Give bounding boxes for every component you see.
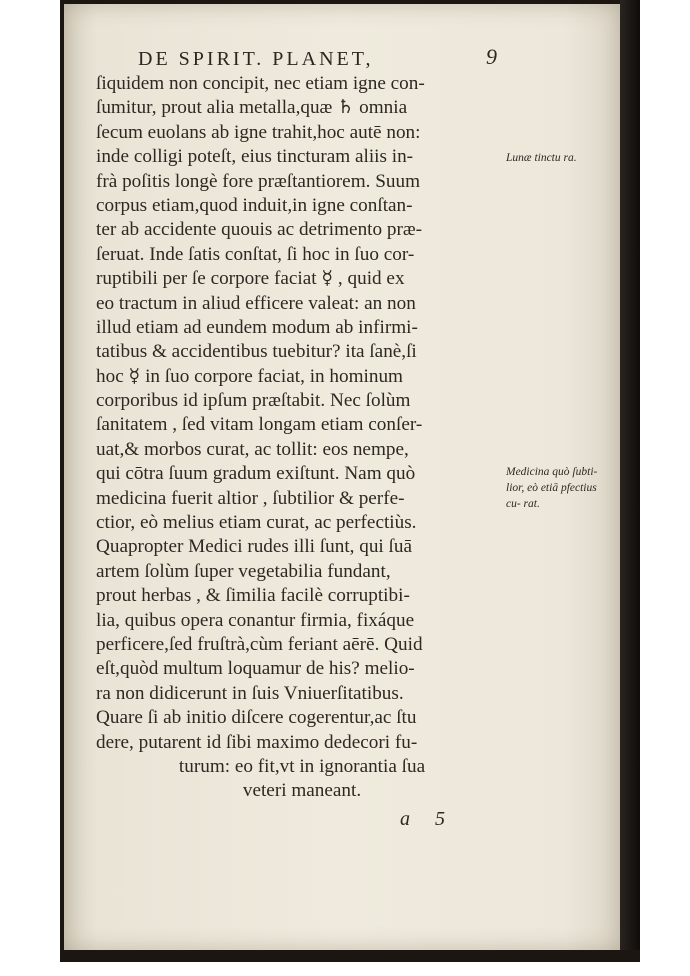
- body-text: [96, 72, 508, 804]
- text-line: eo tractum in aliud efficere valeat: an non: [96, 292, 416, 314]
- text-line: tatibus & accidentibus tuebitur? ita ſanè,ſi: [96, 341, 417, 363]
- text-line: veteri maneant.: [242, 780, 362, 802]
- text-line: ra non didicerunt in ſuis Vniuerſitatibus.: [96, 682, 404, 704]
- text-line: medicina fuerit altior , ſubtilior & perfe-: [96, 487, 405, 509]
- page-number: 9: [486, 44, 497, 69]
- text-line: ſecum euolans ab igne trahit,hoc autē non:: [96, 121, 421, 143]
- signature-mark: a 5: [400, 808, 455, 830]
- text-line: turum: eo fit,vt in ignorantia ſua: [178, 755, 426, 777]
- marginal-note: Medicina quò ſubti- lior, eò etiā pfectius cu- rat.: [506, 466, 598, 510]
- page-bottom-edge: [60, 950, 640, 962]
- text-line: ter ab accidente quouis ac detrimento præ-: [96, 219, 423, 241]
- marginal-note: Lunæ tinctu ra.: [506, 152, 577, 164]
- text-line: hoc ☿ in ſuo corpore faciat, in hominum: [96, 365, 403, 387]
- text-line: frà poſitis longè fore præſtantiorem. Suum: [96, 170, 420, 192]
- text-line: Quapropter Medici rudes illi ſunt, qui ſuā: [96, 536, 412, 558]
- text-line: dere, putarent id ſibi maximo dedecori fu-: [96, 731, 418, 753]
- text-line: eſt,quòd multum loquamur de his? melio-: [96, 658, 415, 680]
- text-line: prout herbas , & ſimilia facilè corruptibi-: [96, 585, 410, 607]
- text-line: illud etiam ad eundem modum ab infirmi-: [96, 316, 418, 338]
- text-line: artem ſolùm ſuper vegetabilia fundant,: [96, 560, 391, 582]
- text-line: ſeruat. Inde ſatis conſtat, ſi hoc in ſuo cor-: [96, 243, 415, 265]
- text-line: corporibus id ipſum præſtabit. Nec ſolùm: [96, 390, 411, 412]
- text-line: ſanitatem , ſed vitam longam etiam conſer-: [96, 414, 423, 436]
- text-line: ſiquidem non concipit, nec etiam igne con-: [96, 73, 425, 94]
- text-line: ctior, eò melius etiam curat, ac perfectiùs.: [96, 512, 417, 534]
- binding-gutter: [620, 0, 640, 962]
- text-line: inde colligi poteſt, eius tincturam aliis in-: [96, 146, 414, 168]
- text-line: corpus etiam,quod induit,in igne conſtan-: [96, 194, 413, 216]
- text-line: ruptibili per ſe corpore faciat ☿ , quid ex: [96, 268, 405, 290]
- text-line: Quare ſi ab initio diſcere cogerentur,ac ſtu: [96, 707, 417, 729]
- text-line: lia, quibus opera conantur firmia, fixáque: [96, 609, 415, 631]
- text-line: perficere,ſed fruſtrà,cùm feriant aērē. Quid: [96, 633, 423, 655]
- running-head: DE SPIRIT. PLANET,: [138, 48, 374, 70]
- text-line: qui cōtra ſuum gradum exiſtunt. Nam quò: [96, 463, 416, 485]
- text-line: uat,& morbos curat, ac tollit: eos nempe,: [96, 438, 409, 460]
- text-line: ſumitur, prout alia metalla,quæ ♄ omnia: [96, 97, 408, 119]
